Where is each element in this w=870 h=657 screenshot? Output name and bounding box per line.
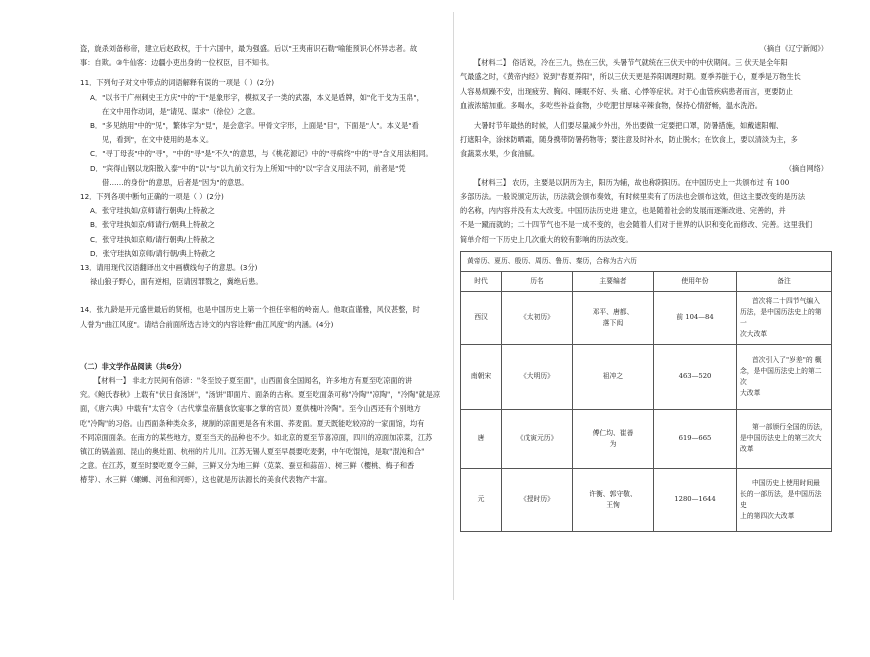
section-heading: （二）非文学作品阅读（共6分） (80, 361, 186, 371)
option-a: A．张守珪执如/京师请行朝典/上特赦之 (90, 206, 215, 216)
cell-notes (737, 468, 832, 531)
note-line: 念，是中国历法史上的第二次 (740, 366, 822, 386)
table-row (461, 409, 832, 468)
material-line: 【材料三】 农历，主要是以阴历为主，阳历为辅，故也称阴阳历。在中国历史上一共颁布过 有 100 (474, 177, 790, 187)
cell-years: 619—665 (654, 409, 737, 468)
cell-editors (573, 468, 654, 531)
material-three (460, 176, 832, 247)
editor-line: 为 (609, 439, 617, 448)
cell-editors (573, 291, 654, 344)
cell-era: 元 (461, 468, 502, 531)
right-column (460, 42, 832, 657)
table-header-row (461, 271, 832, 291)
header-era: 时代 (461, 271, 502, 291)
material-line: 吃"冷陶"的习俗。山西面条种类众多，规制的凉面更是各有米面、荞麦面。夏天既能吃较凉的一家面馆，均有 (80, 418, 425, 428)
question-stem: 14．张九龄是开元盛世最后的贤相，也是中国历史上第一个担任宰相的岭南人。他取直谨雅，风仪甚整，时 (80, 305, 420, 315)
material-line: 之意。在江苏，夏至时要吃夏令三鲜，三鲜又分为地三鲜（苋菜、蚕豆和蒜苗）、树三鲜（樱桃、梅子和香 (80, 461, 415, 471)
material-line: 【材料一】 非北方民间有俗谚："冬至饺子夏至面"，山西面食全国闻名，许多地方有夏至吃凉面的讲 (94, 376, 412, 386)
material-line: 不同凉面面条。在南方的某些地方，夏至当天的品种也不少。如北京的夏至节喜凉面，四川的凉面加凉菜，江苏 (80, 432, 433, 442)
option-c: C．张守珪执如京师/请行朝典/上特赦之 (90, 234, 215, 244)
cell-name: 《太初历》 (502, 291, 573, 344)
table-row (461, 344, 832, 409)
cell-notes (737, 344, 832, 409)
cell-era: 南朝宋 (461, 344, 502, 409)
question-stem: 12．下列各项中断句正确的一项是（ ）(2分) (80, 192, 224, 202)
cell-notes (737, 409, 832, 468)
header-notes: 备注 (737, 271, 832, 291)
header-name: 历名 (502, 271, 573, 291)
note-line: 长的一部历法，是中国历法史 (740, 489, 822, 509)
note-line: 大改革 (740, 388, 761, 397)
material-line: 血液浓缩加重。多喝水，多吃些补益食物，少吃肥甘厚味辛辣食物，保持心情舒畅，温水洗浴。 (460, 100, 762, 110)
header-editors: 主要编者 (573, 271, 654, 291)
cell-editors (573, 344, 654, 409)
question-14 (80, 303, 446, 331)
option-d: D．张守珪执如京师/请行朝/典上特赦之 (90, 248, 216, 258)
cell-name: 《授时历》 (502, 468, 573, 531)
source-citation: （摘自《辽宁新闻》） (759, 44, 828, 53)
option-c: C．"寻丁母丧"中的"寻"，"中的"寻"是"不久"的意思，与《桃花源记》中的"寻病终"中的"寻"含义用法相同。 (90, 149, 433, 159)
note-line: 第一部颁行全国的历法， (752, 423, 827, 432)
editor-line: 王恂 (606, 500, 620, 509)
cell-name: 《大明历》 (502, 344, 573, 409)
material-line: 大暑时节年最热的时候，人们要尽量减少外出，外出要做一定要把口罩，防暑措施，如戴遮阳帽、 (474, 121, 784, 131)
left-column (80, 42, 446, 657)
editor-line: 祖冲之 (602, 372, 624, 381)
option-d-cont: 借……的身份"的意思，后者是"因为"的意思。 (102, 177, 249, 187)
intro-line: 事：自欺。③牛仙客：边疆小吏出身的一位权臣，目不知书。 (80, 58, 274, 68)
table-caption: 黄帝历、夏历、殷历、周历、鲁历、秦历，合称为古六历 (461, 251, 832, 271)
material-line: 简单介绍一下历史上几次重大的较有影响的历法改变。 (460, 234, 633, 244)
question-12 (80, 190, 446, 261)
question-stem: 13．请用现代汉语翻译出文中画横线句子的意思。(3分) (80, 263, 258, 273)
option-a-cont: 在文中用作动词，是"请见、谋求"（徐位）之意。 (102, 106, 260, 116)
cell-name: 《戊寅元历》 (502, 409, 573, 468)
material-line: 不是一蹴而就的；二十四节气也不是一成不变的，也会随着人们对于世界的认识和变化而修改、完善。这里我们 (460, 220, 813, 230)
question-11 (80, 76, 446, 190)
table-row (461, 291, 832, 344)
column-divider (453, 12, 454, 600)
material-line: 人容易烦躁不安，出现疲劳、胸闷、睡眠不好、头 痛、心悸等症状。对于心血管疾病患者而言，更要防止 (460, 86, 793, 96)
cell-editors (573, 409, 654, 468)
note-line: 中国历史上使用时间最 (752, 478, 820, 487)
option-b: B．"多见纳用"中的"见"，繁体字为"見"，是会意字。甲骨文字形，上面是"目"，下面是"人"。本义是"看 (90, 121, 419, 131)
cell-years: 前 104—84 (654, 291, 737, 344)
material-line: 究。《鲍氏春秋》上载有"伏日食汤饼"，"汤饼"即面片、面条的古称。夏至吃面条可称"冷陶""凉陶"，"冷陶"就是凉 (80, 390, 441, 400)
material-line: 【材料二】 俗话说，冷在三九，热在三伏，头暑节气就统在三伏天中的中伏期间。三 伏天是全年阳 (474, 58, 788, 68)
note-line: 次大改革 (740, 329, 768, 338)
material-line: 镇江的锅盖面、昆山的奥灶面、杭州的片儿川。江苏无锡人夏至早晨要吃麦粥，中午吃馄饨，是取"混沌和合" (80, 447, 425, 457)
option-a: A．"以书干广州刺史王方庆"中的"干"是象形字，模拟叉子一类的武器，本义是盾牌，如"化干戈为玉帛"， (90, 92, 424, 102)
cell-notes (737, 291, 832, 344)
header-years: 使用年份 (654, 271, 737, 291)
intro-line: 盗，旋杀刘备称帝，建立后赵政权，于十六国中，最为强盛。后以"王夷甫识石勒"喻能预识心怀异志者。故 (80, 44, 418, 53)
source-citation: （摘自网络） (784, 163, 828, 173)
editor-line: 落下闳 (602, 318, 624, 327)
material-line: 食蔬菜水果，少食油腻。 (460, 149, 540, 159)
material-line: 面，《唐六典》中载有"太官令（古代掌皇帝膳食饮宴事之掌的官员）夏供槐叶冷陶"。至今山西还有个别地方 (80, 404, 421, 414)
material-line: 多部历法。一般说颁定历法，历法就会颁布奏效，有时候里卖有了历法也会颁布这效，但这主要改变的是历法 (460, 192, 806, 202)
material-two (460, 56, 832, 161)
material-one (80, 374, 446, 488)
option-b: B．张守珪执如京/师请行/朝典上特赦之 (90, 220, 215, 230)
cell-years: 1280—1644 (654, 468, 737, 531)
note-line: 首次引入了"岁差"的 概 (752, 355, 822, 364)
material-line: 气最盛之时，《黄帝内经》说到"春夏养阳"，所以三伏天更是养阳调理时期。夏季养脏于心，夏季是万物生长 (460, 72, 801, 82)
cell-years: 463—520 (654, 344, 737, 409)
cell-era: 西汉 (461, 291, 502, 344)
note-line: 是中国历法史上的第三次大 (740, 434, 822, 443)
material-line: 的名称，内内容并没有太大改变。中国历法历史进 建立，也是随着社会的发展而逐渐改进、完善的，并 (460, 206, 786, 216)
editor-line: 邓平、唐都、 (592, 307, 634, 316)
note-line: 历法，是中国历法史上的第一 (740, 307, 822, 327)
note-line: 首次将二十四节气编入 (752, 296, 820, 305)
editor-line: 许衡、郭守敬、 (589, 489, 637, 498)
question-stem-cont: 人誉为"曲江风度"。请结合前面所选古诗文的内容诠释"曲江风度"的内涵。(4分) (80, 319, 334, 329)
editor-line: 傅仁均、崔善 (592, 428, 634, 437)
intro-block (80, 42, 446, 70)
translation-sentence: 禄山狼子野心，面有逆相，臣请因罪戮之，冀绝后患。 (90, 277, 263, 287)
option-d: D．"宾得山钢以龙阳散入泰"中的"以"与"以九前文行为上所知"中的"以"字含义用法不同，前者是"凭 (90, 163, 406, 173)
calendar-table (460, 251, 832, 532)
question-13 (80, 261, 446, 289)
question-stem: 11．下列句子对文中带点的词语解释有误的一项是（ ）(2分) (80, 78, 275, 88)
cell-era: 唐 (461, 409, 502, 468)
option-b-cont: 见，看到"，在文中使用的是本义。 (102, 135, 214, 145)
note-line: 上的第四次大改革 (740, 511, 795, 520)
note-line: 改革 (740, 445, 754, 454)
table-row (461, 468, 832, 531)
material-line: 椿芽）、水三鲜（螺蛳、河鱼和河虾），这也就是历法源长的美食代表物产丰富。 (80, 475, 332, 485)
material-line: 打遮阳伞，涂抹防晒霜，随身携带防暑药物等；要注意及时补水，防止脱水；在饮食上，要以清淡为主，多 (460, 135, 798, 145)
